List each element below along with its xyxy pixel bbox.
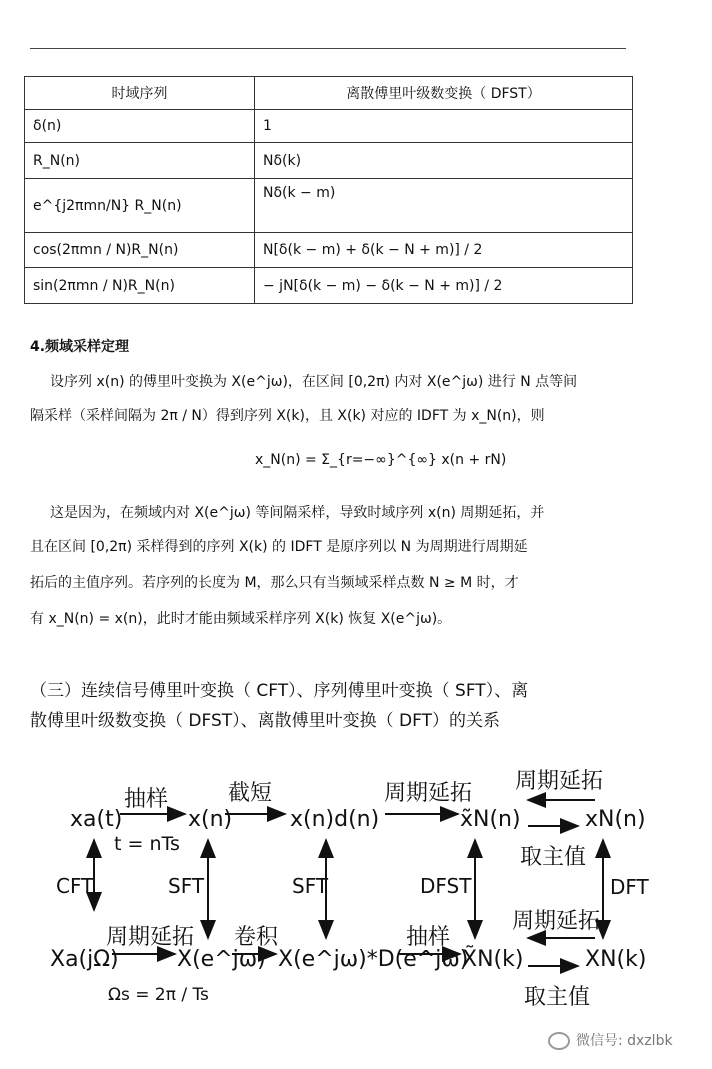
node-convolution: X(e^jω)*D(e^jω) bbox=[278, 947, 469, 972]
section4-paragraph1-line2: 隔采样（采样间隔为 2π / N）得到序列 X(k)，且 X(k) 对应的 IDFT 为 x_N(n)，则 bbox=[30, 408, 545, 424]
node-x-n: x(n) bbox=[188, 807, 233, 832]
label-periodic-extension-freq: 周期延拓 bbox=[106, 925, 195, 950]
sequence-cell: sin(2πmn / N)R_N(n) bbox=[25, 268, 255, 304]
node-Xa-jOmega: Xa(jΩ) bbox=[50, 947, 119, 972]
node-periodic-XN-k: X̃N(k) bbox=[462, 947, 524, 972]
section4-title: 4.频域采样定理 bbox=[30, 339, 130, 355]
section3-title-line2: 散傅里叶级数变换（ DFST）、离散傅里叶变换（ DFT）的关系 bbox=[30, 711, 501, 731]
sequence-cell: cos(2πmn / N)R_N(n) bbox=[25, 233, 255, 268]
table-row bbox=[25, 143, 633, 179]
section4-paragraph2-line4: 有 x_N(n) = x(n)，此时才能由频域采样序列 X(k) 恢复 X(e^jω)。 bbox=[30, 611, 452, 627]
label-sft-1: SFT bbox=[168, 874, 205, 898]
transform-relation-diagram bbox=[20, 760, 692, 1020]
sequence-cell: e^{j2πmn/N} R_N(n) bbox=[25, 179, 255, 233]
node-xa-t: xa(t) bbox=[70, 807, 123, 832]
dfst-cell: Nδ(k − m) bbox=[255, 179, 633, 233]
label-freq-sampling: 抽样 bbox=[406, 925, 451, 950]
section4-paragraph2-line3: 拓后的主值序列。若序列的长度为 M，那么只有当频域采样点数 N ≥ M 时，才 bbox=[30, 575, 519, 591]
sequence-cell: δ(n) bbox=[25, 110, 255, 143]
label-periodic-extension: 周期延拓 bbox=[384, 781, 473, 806]
label-dfst: DFST bbox=[420, 874, 472, 898]
wechat-icon bbox=[548, 1032, 570, 1050]
label-principal-value: 取主值 bbox=[520, 845, 587, 870]
node-periodic-xN-n: x̃N(n) bbox=[460, 807, 521, 832]
dfst-cell: N[δ(k − m) + δ(k − N + m)] / 2 bbox=[255, 233, 633, 268]
table-header-sequence: 时域序列 bbox=[25, 77, 255, 110]
dfst-table bbox=[24, 76, 633, 304]
sampling-formula: x_N(n) = Σ_{r=−∞}^{∞} x(n + rN) bbox=[255, 452, 507, 468]
section3-title-line1: （三）连续信号傅里叶变换（ CFT）、序列傅里叶变换（ SFT）、离 bbox=[30, 681, 529, 701]
dfst-cell: Nδ(k) bbox=[255, 143, 633, 179]
dfst-cell: − jN[δ(k − m) − δ(k − N + m)] / 2 bbox=[255, 268, 633, 304]
section4-paragraph2-line1: 这是因为，在频域内对 X(e^jω) 等间隔采样，导致时域序列 x(n) 周期延拓，并 bbox=[50, 505, 545, 521]
top-rule bbox=[30, 48, 626, 49]
label-convolution: 卷积 bbox=[234, 925, 279, 950]
dfst-cell: 1 bbox=[255, 110, 633, 143]
table-row bbox=[25, 110, 633, 143]
table-header-dfst: 离散傅里叶级数变换（ DFST） bbox=[255, 77, 633, 110]
watermark-text: 微信号: dxzlbk bbox=[576, 1033, 673, 1049]
section4-paragraph1-line1: 设序列 x(n) 的傅里叶变换为 X(e^jω)，在区间 [0,2π) 内对 X(e^jω) 进行 N 点等间 bbox=[50, 374, 578, 390]
sequence-cell: R_N(n) bbox=[25, 143, 255, 179]
node-x-n-d-n: x(n)d(n) bbox=[290, 807, 380, 832]
label-principal-value-2: 取主值 bbox=[524, 985, 591, 1010]
label-periodic-extension-2: 周期延拓 bbox=[515, 769, 604, 794]
label-cft: CFT bbox=[56, 874, 94, 898]
label-sampling: 抽样 bbox=[124, 787, 169, 812]
label-sft-2: SFT bbox=[292, 874, 329, 898]
table-row bbox=[25, 179, 633, 233]
table-row bbox=[25, 233, 633, 268]
node-XN-k: XN(k) bbox=[585, 947, 647, 972]
label-truncation: 截短 bbox=[228, 781, 273, 806]
sample-time-note: t = nTs bbox=[114, 833, 180, 855]
table-row bbox=[25, 268, 633, 304]
label-periodic-extension-3: 周期延拓 bbox=[512, 909, 601, 934]
node-xN-n: xN(n) bbox=[585, 807, 646, 832]
node-X-ejw: X(e^jω) bbox=[177, 947, 266, 972]
watermark bbox=[548, 1030, 673, 1050]
label-dft: DFT bbox=[610, 875, 649, 899]
omega-sample-note: Ωs = 2π / Ts bbox=[108, 985, 209, 1005]
section4-paragraph2-line2: 且在区间 [0,2π) 采样得到的序列 X(k) 的 IDFT 是原序列以 N 为周期进行周期延 bbox=[30, 539, 528, 555]
